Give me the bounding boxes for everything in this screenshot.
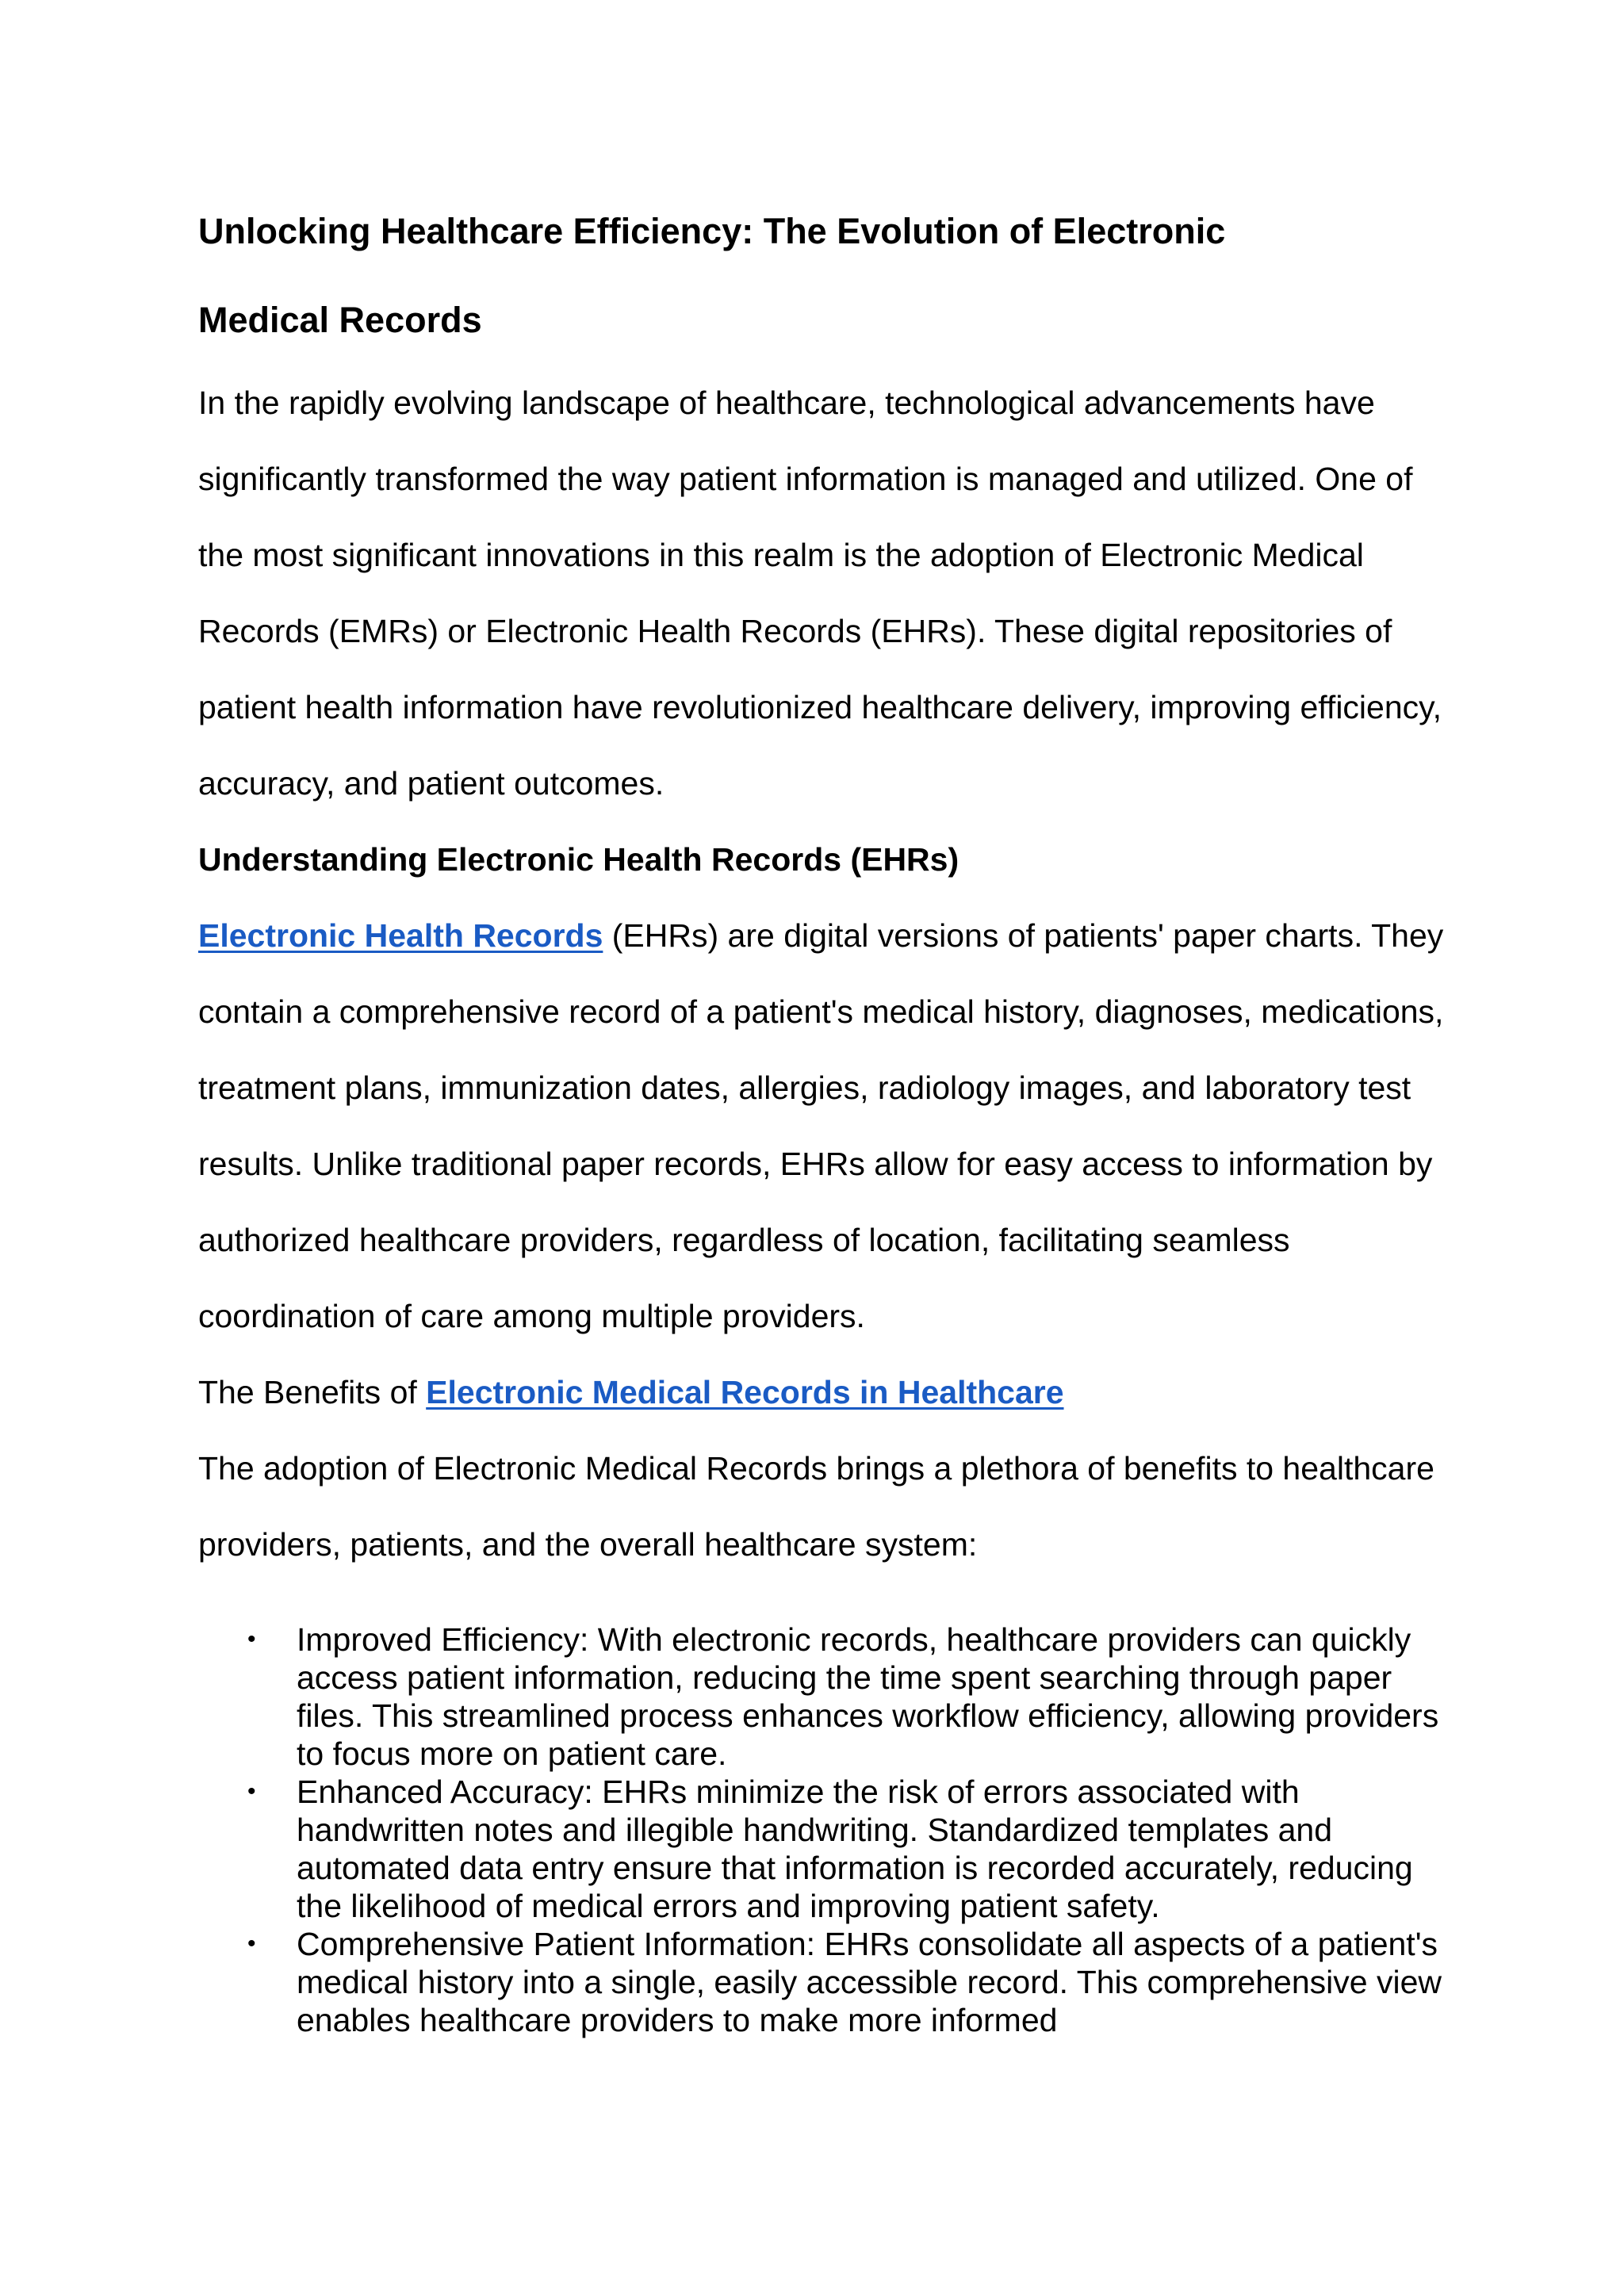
- benefit-text-comprehensive: Comprehensive Patient Information: EHRs consolidate all aspects of a patient's medical history into a single, easily accessible record. This comprehensive view enables healthcare providers to make more informed: [297, 1926, 1442, 2038]
- bullet-icon: •: [247, 1626, 256, 1652]
- benefits-list: [198, 1621, 1451, 2039]
- ehr-definition-text: (EHRs) are digital versions of patients' paper charts. They contain a comprehensive record of a patient's medical history, diagnoses, medications, treatment plans, immunization dates, allergies, radiology images, and laboratory test results. Unlike traditional paper records, EHRs allow for easy access to information by authorized healthcare providers, regardless of location, facilitating seamless coordination of care among multiple providers.: [198, 917, 1444, 1334]
- list-item: [198, 1925, 1451, 2039]
- article-title: Unlocking Healthcare Efficiency: The Evolution of Electronic Medical Records: [198, 211, 1226, 340]
- bullet-icon: •: [247, 1931, 256, 1957]
- benefits-heading-prefix: The Benefits of: [198, 1374, 427, 1410]
- benefits-heading-line: [198, 1354, 1451, 1430]
- electronic-medical-records-link[interactable]: Electronic Medical Records in Healthcare: [426, 1374, 1064, 1410]
- list-item: [198, 1621, 1451, 1773]
- section-heading-understanding-ehrs: Understanding Electronic Health Records (EHRs): [198, 841, 959, 878]
- ehr-definition-paragraph: [198, 897, 1451, 1354]
- benefits-intro-paragraph: The adoption of Electronic Medical Records brings a plethora of benefits to healthcare providers, patients, and the overall healthcare system:: [198, 1450, 1434, 1563]
- list-item: [198, 1773, 1451, 1925]
- benefit-text-accuracy: Enhanced Accuracy: EHRs minimize the risk of errors associated with handwritten notes and illegible handwriting. Standardized templates and automated data entry ensure that information is recorded accurately, reducing the likelihood of medical errors and improving patient safety.: [297, 1774, 1413, 1924]
- benefit-text-efficiency: Improved Efficiency: With electronic records, healthcare providers can quickly access patient information, reducing the time spent searching through paper files. This streamlined process enhances workflow efficiency, allowing providers to focus more on patient care.: [297, 1621, 1439, 1772]
- intro-paragraph: In the rapidly evolving landscape of healthcare, technological advancements have significantly transformed the way patient information is managed and utilized. One of the most significant innovations in this realm is the adoption of Electronic Medical Records (EMRs) or Electronic Health Records (EHRs). These digital repositories of patient health information have revolutionized healthcare delivery, improving efficiency, accuracy, and patient outcomes.: [198, 385, 1442, 802]
- bullet-icon: •: [247, 1778, 256, 1804]
- article-body: [198, 187, 1451, 2039]
- electronic-health-records-link[interactable]: Electronic Health Records: [198, 917, 603, 954]
